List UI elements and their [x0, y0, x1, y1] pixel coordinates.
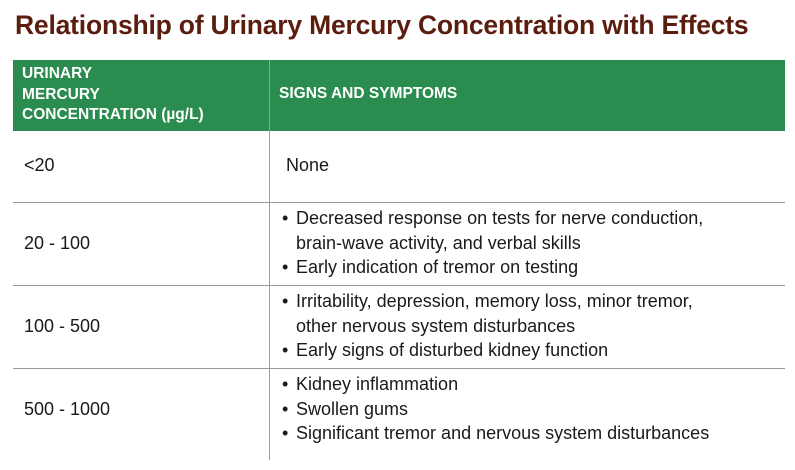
- page-title: Relationship of Urinary Mercury Concentration with Effects: [15, 10, 749, 40]
- column-divider: [269, 131, 270, 460]
- symptom-bullet: • Early indication of tremor on testing: [282, 255, 782, 280]
- row-concentration: <20: [24, 155, 55, 175]
- symptom-bullet: • Irritability, depression, memory loss, minor tremor, other nervous system disturbances: [282, 289, 782, 338]
- symptom-bullet: • Significant tremor and nervous system disturbances: [282, 421, 782, 446]
- row-symptoms: [282, 206, 782, 280]
- header-divider: [269, 60, 270, 131]
- symptom-bullet: • Swollen gums: [282, 397, 782, 422]
- row-divider: [13, 368, 785, 369]
- mercury-effects-table: [13, 60, 785, 460]
- row-symptoms-none: None: [286, 155, 330, 175]
- row-symptoms: [282, 289, 782, 363]
- header-symptoms: SIGNS AND SYMPTOMS: [279, 85, 458, 102]
- row-symptoms: [282, 372, 782, 446]
- symptom-bullet: • Kidney inflammation: [282, 372, 782, 397]
- header-concentration: URINARY MERCURY CONCENTRATION (µg/L): [22, 65, 204, 123]
- row-concentration: 500 - 1000: [24, 399, 111, 419]
- row-concentration: 100 - 500: [24, 316, 101, 336]
- row-concentration: 20 - 100: [24, 233, 91, 253]
- table-header: [13, 60, 785, 131]
- row-divider: [13, 202, 785, 203]
- symptom-bullet: • Early signs of disturbed kidney function: [282, 338, 782, 363]
- symptom-bullet: • Decreased response on tests for nerve conduction, brain-wave activity, and verbal skills: [282, 206, 782, 255]
- row-divider: [13, 285, 785, 286]
